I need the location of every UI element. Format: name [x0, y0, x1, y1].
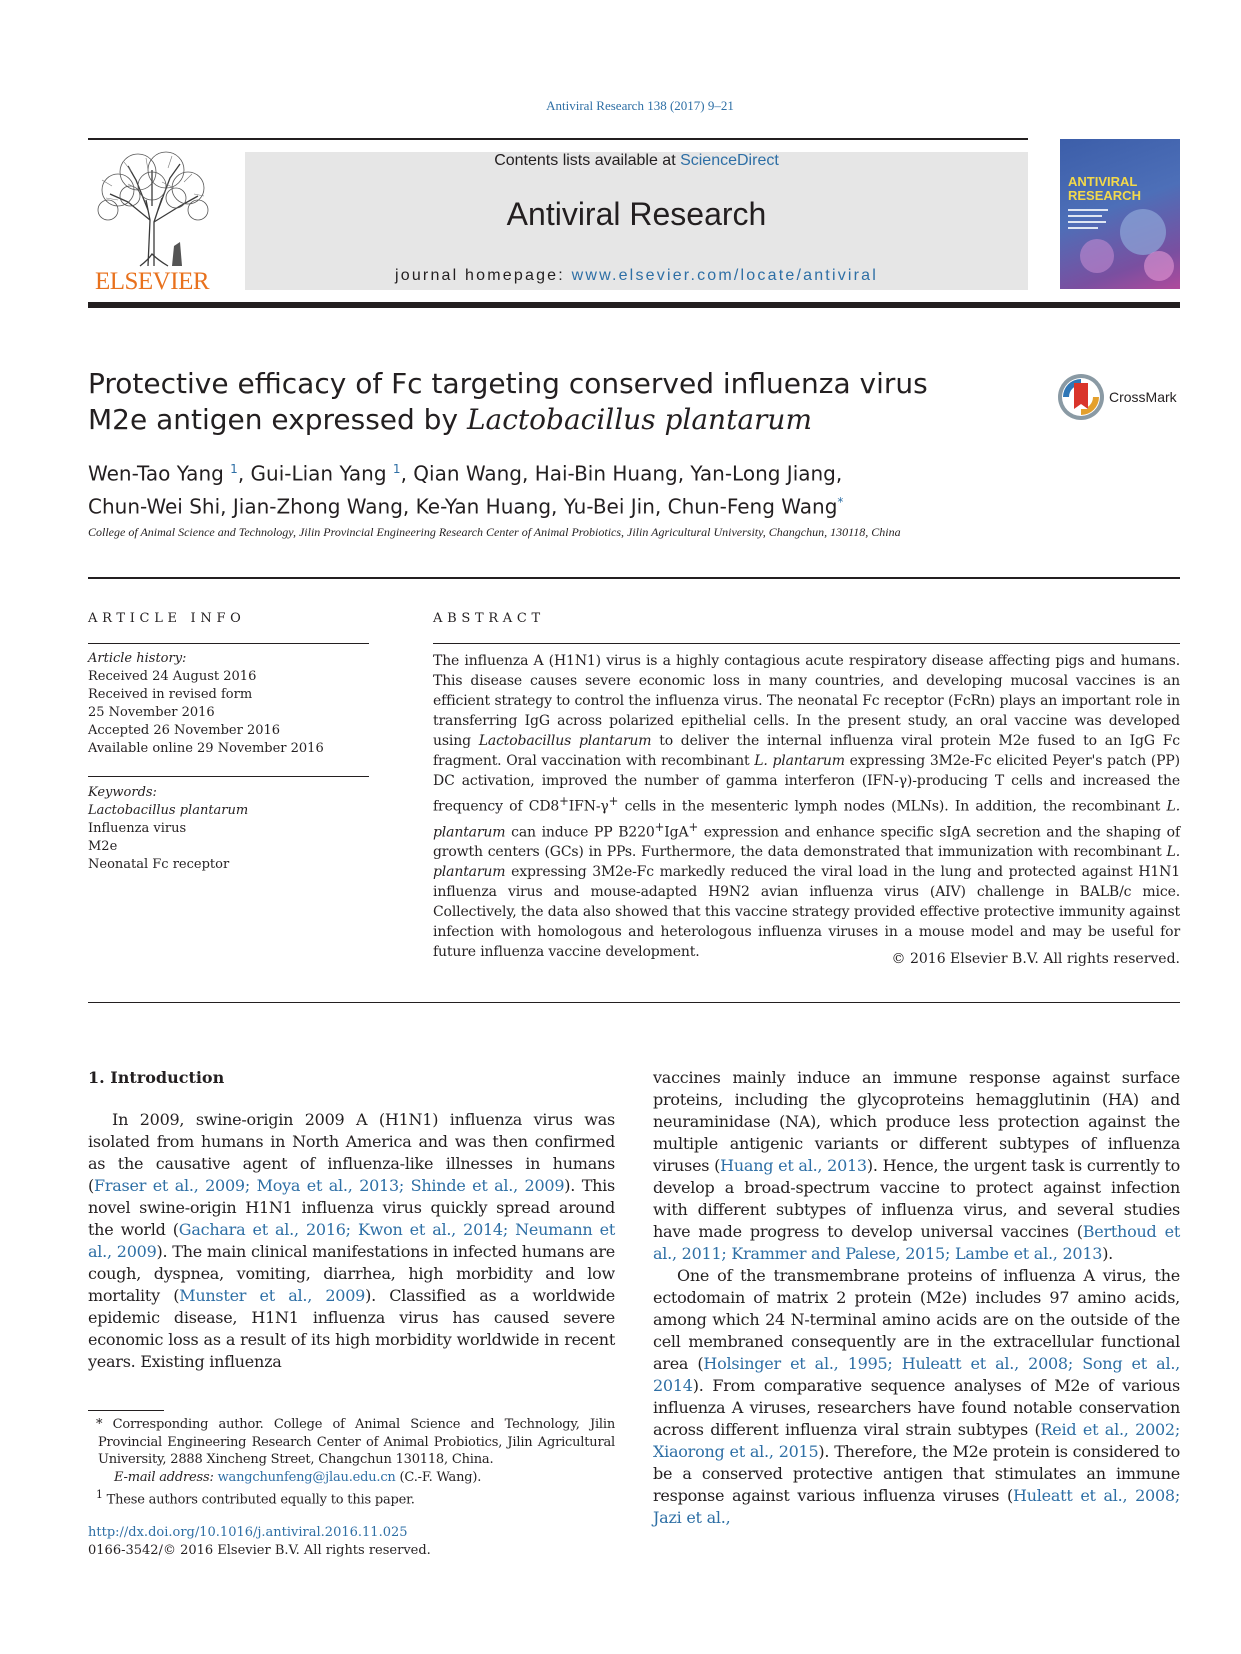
- article-title: [88, 366, 948, 438]
- publisher-name: ELSEVIER: [94, 268, 210, 295]
- citation-link[interactable]: Gachara et al., 2016; Kwon et al., 2014; Neumann et al., 2009: [88, 1220, 616, 1261]
- citation-link[interactable]: Reid et al., 2002; Xiaorong et al., 2015: [653, 1420, 1180, 1461]
- history-item: Available online 29 November 2016: [88, 741, 324, 756]
- journal-citation[interactable]: Antiviral Research 138 (2017) 9–21: [546, 98, 734, 113]
- keyword-item: Neonatal Fc receptor: [88, 857, 230, 872]
- title-line-1: Protective efficacy of Fc targeting conserved influenza virus: [88, 367, 928, 400]
- journal-homepage-link[interactable]: www.elsevier.com/locate/antiviral: [571, 267, 879, 284]
- equal-contribution-mark[interactable]: 1: [230, 462, 238, 476]
- tree-logo-icon: [88, 150, 216, 268]
- citation-link[interactable]: Fraser et al., 2009; Moya et al., 2013; Shinde et al., 2009: [94, 1176, 565, 1195]
- equal-contribution-footnote: $^1$ These authors contributed equally to this paper.: [96, 1488, 415, 1508]
- article-history: [88, 650, 369, 758]
- title-line-2-species: Lactobacillus plantarum: [466, 403, 813, 436]
- citation-link[interactable]: Huang et al., 2013: [720, 1156, 867, 1175]
- keyword-item: Influenza virus: [88, 821, 187, 836]
- introduction-heading: 1. Introduction: [88, 1068, 225, 1087]
- keyword-item: Lactobacillus plantarum: [88, 803, 249, 818]
- journal-cover-thumbnail[interactable]: [1060, 139, 1180, 289]
- intro-paragraph-continued: vaccines mainly induce an immune response against surface proteins, including the glycoproteins hemagglutinin (HA) and neuraminidase (NA), which produce less protection against the multiple antigenic variants or different subtypes of influenza viruses (Huang et al., 2013). Hence, the urgent task is currently to develop a broad-spectrum vaccine to protect against infection with different subtypes of influenza virus, and several studies have made progress to develop universal vaccines (Berthoud et al., 2011; Krammer and Palese, 2015; Lambe et al., 2013).: [653, 1068, 1181, 1263]
- email-link[interactable]: wangchunfeng@jlau.edu.cn: [217, 1469, 396, 1485]
- corresponding-author-footnote: * Corresponding author. College of Animal Science and Technology, Jilin Provincial Engineering Research Center of Animal Probiotics, Jilin Agricultural University, 2888 Xincheng Street, Changchun 130118, China.: [96, 1417, 615, 1467]
- contents-prefix: Contents lists available at: [494, 152, 681, 169]
- keyword-item: M2e: [88, 839, 118, 854]
- equal-contribution-mark[interactable]: 1: [392, 462, 401, 476]
- crossmark-icon: [1057, 373, 1105, 421]
- abstract-bottom-rule: [88, 1002, 1180, 1003]
- history-item: Received 24 August 2016: [88, 669, 257, 684]
- abstract-rule: [433, 643, 1180, 644]
- section-rule: [88, 577, 1180, 579]
- article-info-heading: ARTICLE INFO: [88, 611, 246, 626]
- keywords-label: Keywords:: [88, 785, 157, 800]
- footnotes: [88, 1416, 615, 1509]
- intro-column-right: [653, 1067, 1180, 1529]
- homepage-prefix: journal homepage:: [394, 267, 572, 284]
- history-item: 25 November 2016: [88, 705, 215, 720]
- homepage-line: [245, 267, 1028, 285]
- author-name[interactable]: Wen-Tao Yang: [88, 461, 231, 486]
- intro-paragraph-left: In 2009, swine-origin 2009 A (H1N1) influenza virus was isolated from humans in North America and was then confirmed as the causative agent of influenza-like illnesses in humans (Fraser et al., 2009; Moya et al., 2013; Shinde et al., 2009). This novel swine-origin H1N1 influenza virus quickly spread around the world (Gachara et al., 2016; Kwon et al., 2014; Neumann et al., 2009). The main clinical manifestations in infected humans are cough, dyspnea, vomiting, diarrhea, high morbidity and low mortality (Munster et al., 2009). Classified as a worldwide epidemic disease, H1N1 influenza virus has caused severe economic loss as a result of its high morbidity worldwide in recent years. Existing influenza: [88, 1110, 616, 1371]
- author-name[interactable]: Gui-Lian Yang: [250, 461, 393, 486]
- history-item: Received in revised form: [88, 687, 253, 702]
- citation-link[interactable]: Berthoud et al., 2011; Krammer and Palese, 2015; Lambe et al., 2013: [653, 1222, 1180, 1263]
- author-names: Qian Wang, Hai-Bin Huang, Yan-Long Jiang,: [413, 461, 843, 486]
- intro-paragraph-m2e: One of the transmembrane proteins of influenza A virus, the ectodomain of matrix 2 protein (M2e) includes 97 amino acids, among which 24 N-terminal amino acids are on the outside of the cell membraned consequently are in the extracellular functional area (Holsinger et al., 1995; Huleatt et al., 2008; Song et al., 2014). From comparative sequence analyses of M2e of various influenza A viruses, researchers have found notable conservation across different influenza viral strain subtypes (Reid et al., 2002; Xiaorong et al., 2015). Therefore, the M2e protein is considered to be a conserved protective antigen that stimulates an immune response against various influenza viruses (Huleatt et al., 2008; Jazi et al.,: [653, 1266, 1180, 1527]
- header-bottom-rule: [88, 302, 1180, 308]
- cover-title-line: ANTIVIRAL: [1068, 174, 1138, 189]
- history-label: Article history:: [88, 651, 187, 666]
- sciencedirect-link[interactable]: ScienceDirect: [680, 152, 779, 169]
- footnote-rule: [88, 1410, 164, 1411]
- corresponding-author-mark[interactable]: *: [837, 494, 844, 509]
- virus-blob-icon: [1120, 209, 1166, 255]
- publisher-logo[interactable]: [88, 150, 216, 296]
- journal-name[interactable]: Antiviral Research: [506, 196, 767, 232]
- citation-link[interactable]: Holsinger et al., 1995; Huleatt et al., 2008; Song et al., 2014: [653, 1354, 1180, 1395]
- keywords-rule: [88, 776, 369, 777]
- title-line-2-prefix: M2e antigen expressed by: [88, 403, 467, 436]
- article-info-rule: [88, 643, 369, 644]
- cover-title: [1068, 175, 1141, 203]
- cover-title-line: RESEARCH: [1068, 188, 1141, 203]
- crossmark-label: CrossMark: [1109, 389, 1177, 405]
- issn-copyright: 0166-3542/© 2016 Elsevier B.V. All rights reserved.: [88, 1543, 431, 1558]
- abstract-heading: ABSTRACT: [433, 611, 545, 626]
- author-names: Chun-Wei Shi, Jian-Zhong Wang, Ke-Yan Huang, Yu-Bei Jin, Chun-Feng Wang: [88, 494, 838, 519]
- virus-blob-icon: [1080, 239, 1114, 273]
- affiliation: College of Animal Science and Technology, Jilin Provincial Engineering Research Center of Animal Probiotics, Jilin Agricultural University, Changchun, 130118, China: [88, 525, 901, 539]
- journal-banner: [245, 152, 1028, 290]
- doi-link[interactable]: http://dx.doi.org/10.1016/j.antiviral.2016.11.025: [88, 1525, 408, 1540]
- virus-blob-icon: [1144, 251, 1174, 281]
- abstract-copyright: © 2016 Elsevier B.V. All rights reserved.: [891, 951, 1180, 967]
- keywords: [88, 784, 369, 874]
- citation-link[interactable]: Huleatt et al., 2008; Jazi et al.,: [653, 1486, 1180, 1527]
- citation-link[interactable]: Munster et al., 2009: [179, 1286, 366, 1305]
- crossmark-badge[interactable]: [1057, 373, 1187, 421]
- header-top-rule: [88, 138, 1028, 140]
- history-item: Accepted 26 November 2016: [88, 723, 281, 738]
- email-footnote: E-mail address: wangchunfeng@jlau.edu.cn (C.-F. Wang).: [114, 1469, 482, 1485]
- author-list: Wen-Tao Yang $^1$, Gui-Lian Yang $^1$, Qian Wang, Hai-Bin Huang, Yan-Long Jiang, Chun-Wei Shi, Jian-Zhong Wang, Ke-Yan Huang, Yu-Bei Jin, Chun-Feng Wang*: [88, 461, 844, 519]
- contents-line: [245, 152, 1028, 170]
- abstract-body: The influenza A (H1N1) virus is a highly contagious acute respiratory disease affecting pigs and humans. This disease causes severe economic loss in many countries, and developing mucosal vaccines is an efficient strategy to control the influenza virus. The neonatal Fc receptor (FcRn) plays an important role in transferring IgG across polarized epithelial cells. In the present study, an oral vaccine was developed using Lactobacillus plantarum to deliver the internal influenza viral protein M2e fused to an IgG Fc fragment. Oral vaccination with recombinant L. plantarum expressing 3M2e-Fc elicited Peyer's patch (PP) DC activation, improved the number of gamma interferon (IFN-γ)-producing T cells and increased the frequency of CD8+IFN-γ+ cells in the mesenteric lymph nodes (MLNs). In addition, the recombinant L. plantarum can induce PP B220+IgA+ expression and enhance specific sIgA secretion and the shaping of growth centers (GCs) in PPs. Furthermore, the data demonstrated that immunization with recombinant L. plantarum expressing 3M2e-Fc markedly reduced the viral load in the lung and protected against H1N1 influenza virus and mouse-adapted H9N2 avian influenza virus (AIV) challenge in BALB/c mice. Collectively, the data also showed that this vaccine strategy provided effective protective immunity against infection with homologous and heterologous influenza viruses in a mouse model and may be useful for future influenza vaccine development.: [433, 653, 1180, 961]
